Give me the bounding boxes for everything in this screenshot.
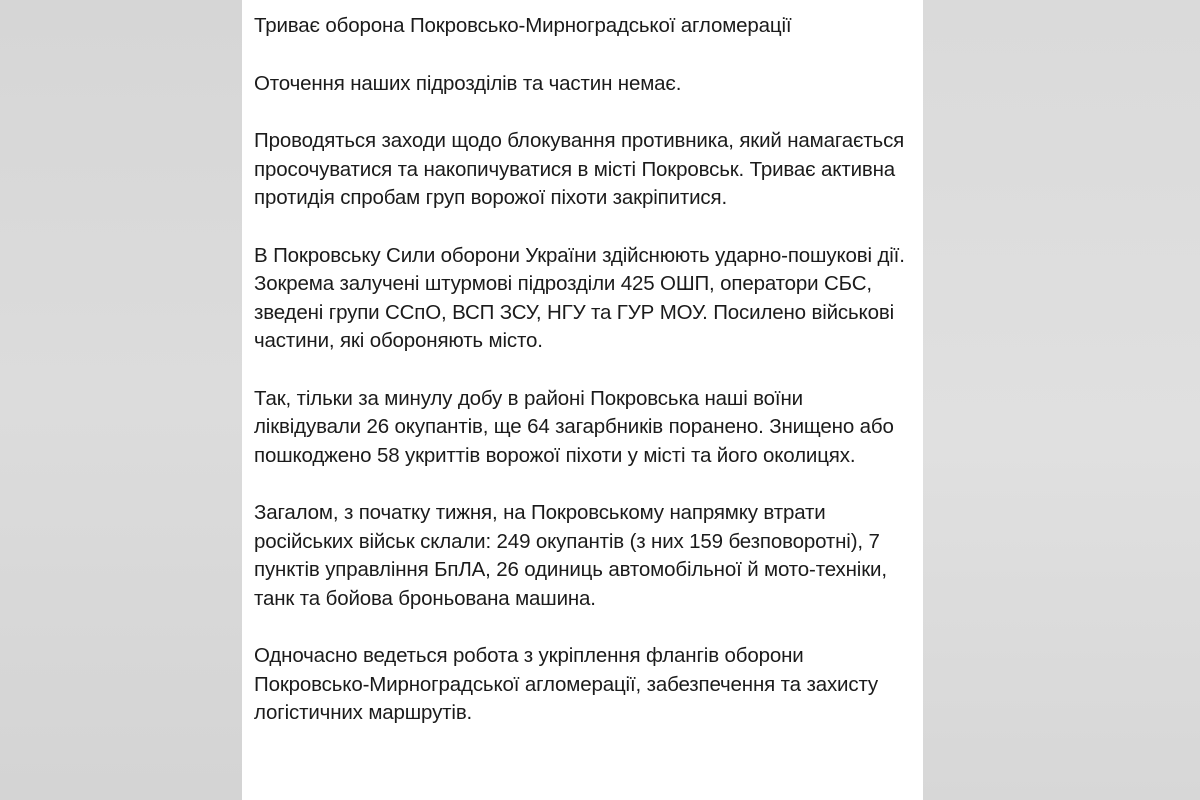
message-paragraph-daily-losses: Так, тільки за минулу добу в районі Покровська наші воїни ліквідували 26 окупантів, ще 64 загарбників поранено. Знищено або пошкоджено 58 укриттів ворожої піхоти у місті та його околицях. xyxy=(254,386,894,467)
message-paragraph-flanks: Одночасно ведеться робота з укріплення флангів оборони Покровсько-Мирноградської агломерації, забезпечення та захисту логістичних маршрутів. xyxy=(254,644,879,724)
message-title: Триває оборона Покровсько-Мирноградської агломерації xyxy=(254,14,792,37)
message-paragraph-forces: В Покровську Сили оборони України здійснюють ударно-пошукові дії. Зокрема залучені штурмові підрозділи 425 ОШП, оператори СБС, зведені групи ССпО, ВСП ЗСУ, НГУ та ГУР МОУ. Посилено військові частини, які обороняють місто. xyxy=(254,243,905,352)
blurred-background-left xyxy=(0,0,242,800)
message-panel xyxy=(242,0,923,800)
message-paragraph-weekly-losses: Загалом, з початку тижня, на Покровському напрямку втрати російських військ склали: 249 окупантів (з них 159 безповоротні), 7 пунктів управління БпЛА, 26 одиниць автомобільної й мото-техніки, танк та бойова броньована машина. xyxy=(254,501,887,610)
blurred-background-right xyxy=(923,0,1200,800)
message-paragraph-blocking: Проводяться заходи щодо блокування противника, який намагається просочуватися та накопичуватися в місті Покровськ. Триває активна протидія спробам груп ворожої піхоти закріпитися. xyxy=(254,129,905,209)
message-paragraph-encirclement: Оточення наших підрозділів та частин немає. xyxy=(254,71,682,95)
